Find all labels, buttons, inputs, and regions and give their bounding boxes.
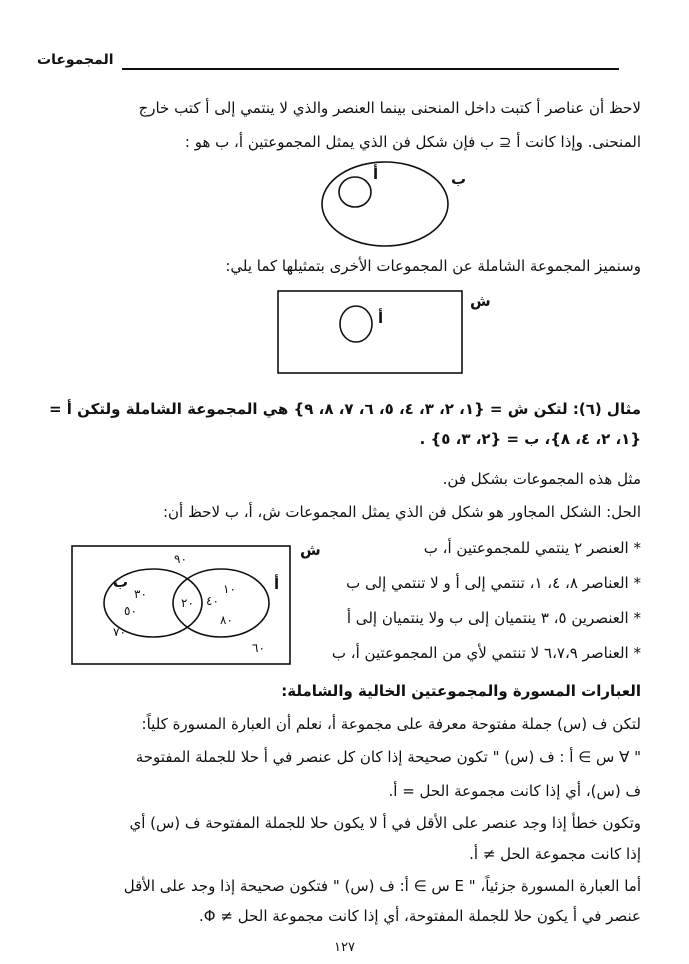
section-p4-line-1: أما العبارة المسورة جزئياً، " E س ∋ أ: ف (س) " فتكون صحيحة إذا وجد على الأقل — [123, 877, 641, 895]
solution-bullet-3: * العنصرين ٥، ٣ ينتميان إلى ب ولا ينتميان إلى أ — [346, 609, 641, 627]
diagram2-set-circle — [340, 306, 372, 342]
intro-line-2: المنحنى. وإذا كانت أ ⊆ ب فإن شكل فن الذي يمثل المجموعتين أ، ب هو : — [184, 133, 641, 151]
section-p2-line-1: " ∀ س ∋ أ : ف (س) " تكون صحيحة إذا كان كل عنصر في أ حلا للجملة المفتوحة — [135, 748, 641, 766]
venn-label-universe: ش — [300, 541, 321, 559]
example-line-1: مثال (٦): لتكن ش = {١، ٢، ٣، ٤، ٥، ٦، ٧، ٨، ٩} هي المجموعة الشاملة ولتكن أ = — [49, 400, 641, 418]
section-p4-line-2: عنصر في أ يكون حلا للجملة المفتوحة، أي إذا كانت مجموعة الحل ≠ Φ. — [199, 907, 641, 925]
solution-bullet-4: * العناصر ٦،٧،٩ لا تنتمي لأي من المجموعتين أ، ب — [331, 644, 641, 662]
venn-intersection: ٢٠ — [181, 596, 194, 610]
diagram1-label-a: أ — [373, 165, 379, 183]
diagram2-label-universe: ش — [470, 292, 491, 310]
venn-b-only-2: ٥٠ — [124, 604, 137, 618]
solution-bullet-1: * العنصر ٢ ينتمي للمجموعتين أ، ب — [423, 539, 641, 557]
solution-bullet-2: * العناصر ٨، ٤، ١، تنتمي إلى أ و لا تنتمي إلى ب — [346, 574, 641, 592]
page-number: ١٢٧ — [334, 940, 355, 955]
example-line-2: {١، ٢، ٤، ٨}، ب = {٢، ٣، ٥} . — [419, 430, 641, 448]
example-task: مثل هذه المجموعات بشكل فن. — [442, 470, 641, 488]
diagram1-set-b-ellipse — [322, 162, 448, 246]
venn-label-set-a: أ — [274, 575, 280, 593]
page-header-title: المجموعات — [37, 52, 114, 68]
section-p3-line-2: إذا كانت مجموعة الحل ≠ أ. — [469, 845, 641, 863]
venn-label-set-b: ب — [113, 573, 129, 591]
venn-a-only-3: ٨٠ — [220, 613, 233, 627]
venn-b-only-1: ٣٠ — [134, 587, 147, 601]
venn-a-only-1: ١٠ — [223, 582, 236, 596]
venn-outside-right: ٦٠ — [252, 641, 265, 655]
section-p1: لتكن ف (س) جملة مفتوحة معرفة على مجموعة أ، نعلم أن العبارة المسورة كلياً: — [141, 715, 641, 733]
solution-intro: الحل: الشكل المجاور هو شكل فن الذي يمثل المجموعات ش، أ، ب لاحظ أن: — [162, 503, 641, 521]
intro-line-1: لاحظ أن عناصر أ كتبت داخل المنحنى بينما العنصر والذي لا ينتمي إلى أ كتب خارج — [138, 99, 641, 117]
universal-set-note: وسنميز المجموعة الشاملة عن المجموعات الأخرى بتمثيلها كما يلي: — [225, 257, 641, 275]
venn-outside-top: ٩٠ — [174, 552, 187, 566]
diagram1-set-a-circle — [339, 177, 371, 207]
section-p2-line-2: ف (س)، أي إذا كانت مجموعة الحل = أ. — [388, 782, 641, 800]
diagram2-label-set: أ — [378, 309, 384, 327]
venn-outside-left: ٧٠ — [113, 625, 126, 639]
section-heading: العبارات المسورة والمجموعتين الخالية والشاملة: — [281, 682, 641, 700]
venn-a-only-2: ٤٠ — [206, 594, 219, 608]
diagram1-label-b: ب — [451, 170, 467, 188]
section-p3-line-1: وتكون خطأ إذا وجد عنصر على الأقل في أ لا يكون حلا للجملة المفتوحة ف (س) أي — [129, 814, 641, 832]
